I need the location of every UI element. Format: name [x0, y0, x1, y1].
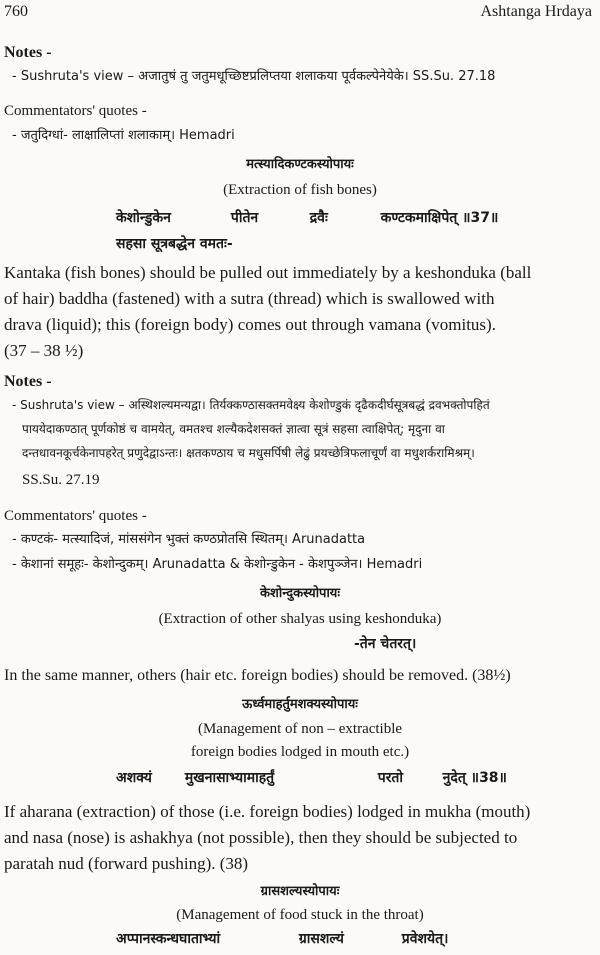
translation-line: If aharana (extraction) of those (i.e. foreign bodies) lodged in mukha (mouth) [4, 802, 531, 821]
section-heading-sanskrit: मत्स्यादिकण्टकस्योपायः [246, 157, 354, 172]
sushruta-view-line: पाययेदाकण्ठात् पूर्णकोष्ठं च वामयेत्, वमतश्च शल्यैकदेशसक्तं ज्ञात्वा सूत्रं सहसा त्वाक्षिपेत्; मृदुना वा [22, 422, 445, 436]
running-header-title: Ashtanga Hrdaya [480, 3, 592, 20]
verse-word: केशोन्डुकेन [116, 210, 171, 226]
notes-heading: Notes - [4, 373, 52, 390]
translation-line: In the same manner, others (hair etc. foreign bodies) should be removed. (38½) [4, 667, 511, 684]
section-heading-english: foreign bodies lodged in mouth etc.) [190, 744, 410, 760]
section-heading-sanskrit: केशोन्दुकस्योपायः [260, 586, 340, 601]
translation-line: (37 – 38 ½) [4, 341, 84, 360]
verse-word: नुदेत् ॥38॥ [442, 770, 507, 786]
commentators-heading: Commentators' quotes - [4, 508, 147, 524]
verse-continuation: सहसा सूत्रबद्धेन वमतः- [116, 236, 233, 252]
verse-word: कण्टकमाक्षिपेत् ॥37॥ [380, 210, 499, 226]
translation-line: paratah nud (forward pushing). (38) [4, 854, 249, 873]
verse-word: अशक्यं [116, 770, 152, 786]
verse-word: पीतेन [230, 210, 259, 226]
translation-line: drava (liquid); this (foreign body) comes out through vamana (vomitus). [4, 315, 496, 334]
verse-word: द्रवैः [309, 210, 328, 226]
page-number: 760 [4, 3, 28, 20]
commentator-quote: - कण्टकं- मत्स्यादिजं, मांससंगेन भुक्तं कण्ठप्रोतसि स्थितम्। Arunadatta [12, 532, 366, 547]
section-heading-sanskrit: ऊर्ध्वमाहर्तुमशक्यस्योपायः [242, 697, 358, 712]
verse-word: मुखनासाभ्यामाहर्तुं [184, 770, 275, 786]
commentators-heading: Commentators' quotes - [4, 103, 147, 119]
sushruta-view-line: - Sushruta's view – अस्थिशल्यमन्यद्वा। तिर्यक्कण्ठासक्तमवेक्ष्य केशोण्डुकं दृढैकदीर्घसूत्रबद्धं द्रवभक्तोपहितं [12, 398, 490, 412]
section-heading-english: (Management of non – extractible [197, 721, 403, 737]
commentator-quote: - जतुदिग्धां- लाक्षालिप्तां शलाकाम्। Hemadri [12, 128, 235, 143]
verse-word: प्रवेशयेत्। [401, 931, 449, 947]
sushruta-reference: SS.Su. 27.19 [22, 472, 100, 488]
verse-word: अप्पानस्कन्धघाताभ्यां [116, 931, 221, 947]
section-heading-english: (Extraction of fish bones) [223, 182, 377, 198]
sushruta-view-line: - Sushruta's view – अजातुषं तु जतुमधूच्छिष्टप्रलिप्तया शलाकया पूर्वकल्पेनेयेके। SS.Su. 27.18 [12, 69, 496, 84]
commentator-quote: - केशानां समूहः- केशोन्दुकम्। Arunadatta & केशोन्डुकेन - केशपुञ्जेन। Hemadri [12, 557, 423, 572]
notes-heading: Notes - [4, 44, 52, 61]
verse-fragment: -तेन चेतरत्। [354, 636, 417, 652]
verse-fragment [116, 931, 448, 948]
verse-38 [116, 770, 507, 787]
verse-37 [116, 210, 498, 227]
translation-line: and nasa (nose) is ashakhya (not possible), then they should be subjected to [4, 828, 518, 847]
section-heading-english: (Extraction of other shalyas using keshonduka) [158, 611, 442, 627]
section-heading-english: (Management of food stuck in the throat) [176, 907, 424, 923]
sushruta-view-line: दन्तधावनकूर्चकेनापहरेत् प्रणुदेद्वाऽन्तः। क्षतकण्ठाय च मधुसर्पिषी लेढुं प्रयच्छेत्रिफलाचूर्णं वा मधुशर्करामिश्रम्। [22, 446, 475, 460]
translation-line: Kantaka (fish bones) should be pulled out immediately by a keshonduka (ball [4, 263, 532, 282]
section-heading-sanskrit: ग्रासशल्यस्योपायः [260, 884, 340, 899]
translation-line: of hair) baddha (fastened) with a sutra (thread) which is swallowed with [4, 289, 495, 308]
verse-word: ग्रासशल्यं [298, 931, 344, 947]
verse-word: परतो [377, 770, 404, 786]
